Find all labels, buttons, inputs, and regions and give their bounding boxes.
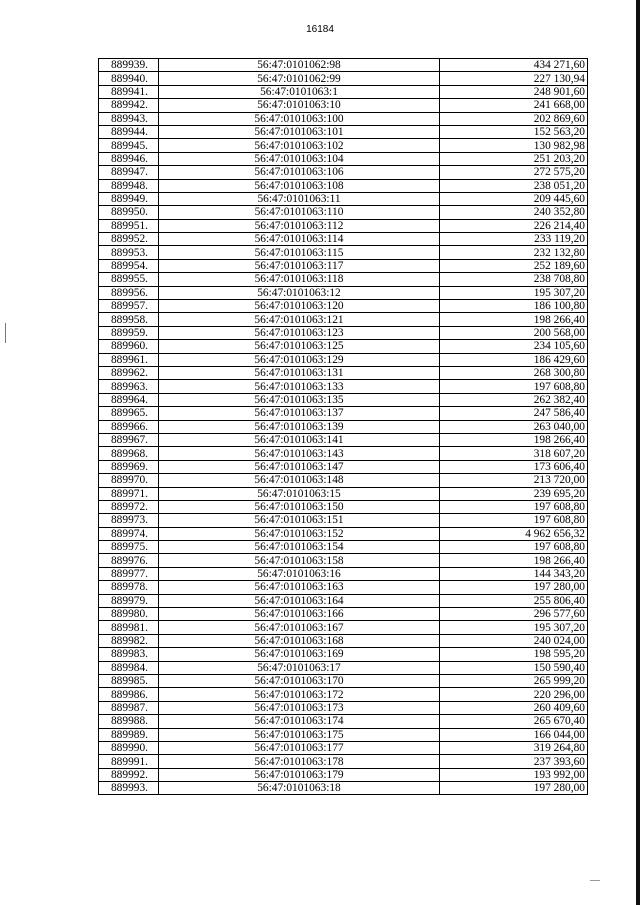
row-number: 889951. xyxy=(99,219,159,232)
cadastral-value: 4 962 656,32 xyxy=(440,527,588,540)
cadastral-value: 197 280,00 xyxy=(440,581,588,594)
cadastral-number: 56:47:0101063:175 xyxy=(159,728,440,741)
table-row xyxy=(99,259,588,272)
table-row xyxy=(99,500,588,513)
row-number: 889956. xyxy=(99,286,159,299)
row-number: 889969. xyxy=(99,460,159,473)
cadastral-number: 56:47:0101063:133 xyxy=(159,380,440,393)
cadastral-number: 56:47:0101063:125 xyxy=(159,340,440,353)
cadastral-value: 200 568,00 xyxy=(440,326,588,339)
cadastral-number: 56:47:0101063:166 xyxy=(159,608,440,621)
table-row xyxy=(99,701,588,714)
cadastral-number: 56:47:0101063:118 xyxy=(159,273,440,286)
table-row xyxy=(99,59,588,72)
cadastral-value: 150 590,40 xyxy=(440,661,588,674)
table-row xyxy=(99,152,588,165)
cadastral-number: 56:47:0101063:16 xyxy=(159,567,440,580)
table-row xyxy=(99,474,588,487)
cadastral-value: 198 595,20 xyxy=(440,648,588,661)
row-number: 889991. xyxy=(99,755,159,768)
table-row xyxy=(99,286,588,299)
cadastral-number: 56:47:0101063:123 xyxy=(159,326,440,339)
cadastral-value: 260 409,60 xyxy=(440,701,588,714)
table-row xyxy=(99,300,588,313)
row-number: 889965. xyxy=(99,407,159,420)
cadastral-value: 255 806,40 xyxy=(440,594,588,607)
row-number: 889954. xyxy=(99,259,159,272)
row-number: 889990. xyxy=(99,741,159,754)
table-row xyxy=(99,661,588,674)
cadastral-number: 56:47:0101063:114 xyxy=(159,233,440,246)
table-row xyxy=(99,594,588,607)
cadastral-number: 56:47:0101063:104 xyxy=(159,152,440,165)
cadastral-value: 251 203,20 xyxy=(440,152,588,165)
cadastral-number: 56:47:0101063:172 xyxy=(159,688,440,701)
table-row xyxy=(99,768,588,781)
row-number: 889976. xyxy=(99,554,159,567)
row-number: 889963. xyxy=(99,380,159,393)
scan-margin-mark xyxy=(5,323,6,343)
table-row xyxy=(99,728,588,741)
cadastral-number: 56:47:0101062:99 xyxy=(159,72,440,85)
table-row xyxy=(99,393,588,406)
cadastral-value: 234 105,60 xyxy=(440,340,588,353)
row-number: 889986. xyxy=(99,688,159,701)
row-number: 889959. xyxy=(99,326,159,339)
cadastral-value: 241 668,00 xyxy=(440,99,588,112)
cadastral-value: 434 271,60 xyxy=(440,59,588,72)
cadastral-value: 247 586,40 xyxy=(440,407,588,420)
cadastral-value: 226 214,40 xyxy=(440,219,588,232)
cadastral-number: 56:47:0101063:151 xyxy=(159,514,440,527)
cadastral-number: 56:47:0101063:139 xyxy=(159,420,440,433)
cadastral-value: 198 266,40 xyxy=(440,313,588,326)
table-row xyxy=(99,233,588,246)
cadastral-number: 56:47:0101063:106 xyxy=(159,166,440,179)
table-row xyxy=(99,353,588,366)
cadastral-number: 56:47:0101063:11 xyxy=(159,192,440,205)
cadastral-value: 238 051,20 xyxy=(440,179,588,192)
table-row xyxy=(99,541,588,554)
table-row xyxy=(99,674,588,687)
cadastral-value: 240 024,00 xyxy=(440,634,588,647)
cadastral-number: 56:47:0101063:167 xyxy=(159,621,440,634)
row-number: 889978. xyxy=(99,581,159,594)
cadastral-value-table xyxy=(98,58,588,795)
cadastral-number: 56:47:0101063:129 xyxy=(159,353,440,366)
row-number: 889984. xyxy=(99,661,159,674)
cadastral-number: 56:47:0101063:17 xyxy=(159,661,440,674)
cadastral-value: 262 382,40 xyxy=(440,393,588,406)
cadastral-value: 197 608,80 xyxy=(440,514,588,527)
row-number: 889942. xyxy=(99,99,159,112)
cadastral-number: 56:47:0101063:174 xyxy=(159,715,440,728)
cadastral-number: 56:47:0101063:121 xyxy=(159,313,440,326)
cadastral-value: 198 266,40 xyxy=(440,433,588,446)
cadastral-value: 265 999,20 xyxy=(440,674,588,687)
table-row xyxy=(99,567,588,580)
table-row xyxy=(99,634,588,647)
cadastral-number: 56:47:0101063:120 xyxy=(159,300,440,313)
cadastral-value: 263 040,00 xyxy=(440,420,588,433)
table-row xyxy=(99,380,588,393)
cadastral-number: 56:47:0101063:148 xyxy=(159,474,440,487)
table-row xyxy=(99,166,588,179)
table-row xyxy=(99,125,588,138)
row-number: 889970. xyxy=(99,474,159,487)
cadastral-number: 56:47:0101063:169 xyxy=(159,648,440,661)
table-row xyxy=(99,99,588,112)
cadastral-number: 56:47:0101063:10 xyxy=(159,99,440,112)
row-number: 889952. xyxy=(99,233,159,246)
row-number: 889947. xyxy=(99,166,159,179)
row-number: 889950. xyxy=(99,206,159,219)
cadastral-number: 56:47:0101063:143 xyxy=(159,447,440,460)
row-number: 889979. xyxy=(99,594,159,607)
row-number: 889993. xyxy=(99,782,159,795)
cadastral-number: 56:47:0101063:150 xyxy=(159,500,440,513)
cadastral-value: 193 992,00 xyxy=(440,768,588,781)
row-number: 889966. xyxy=(99,420,159,433)
cadastral-number: 56:47:0101063:100 xyxy=(159,112,440,125)
table-body xyxy=(99,59,588,795)
cadastral-number: 56:47:0101063:158 xyxy=(159,554,440,567)
table-row xyxy=(99,366,588,379)
cadastral-number: 56:47:0101063:115 xyxy=(159,246,440,259)
page-number: 16184 xyxy=(306,24,334,35)
row-number: 889945. xyxy=(99,139,159,152)
row-number: 889940. xyxy=(99,72,159,85)
row-number: 889981. xyxy=(99,621,159,634)
row-number: 889960. xyxy=(99,340,159,353)
cadastral-value: 233 119,20 xyxy=(440,233,588,246)
table-row xyxy=(99,112,588,125)
scan-artifact xyxy=(590,880,600,881)
row-number: 889980. xyxy=(99,608,159,621)
row-number: 889967. xyxy=(99,433,159,446)
row-number: 889973. xyxy=(99,514,159,527)
row-number: 889941. xyxy=(99,85,159,98)
table-row xyxy=(99,313,588,326)
table-row xyxy=(99,715,588,728)
row-number: 889955. xyxy=(99,273,159,286)
table-row xyxy=(99,219,588,232)
row-number: 889972. xyxy=(99,500,159,513)
row-number: 889958. xyxy=(99,313,159,326)
row-number: 889975. xyxy=(99,541,159,554)
cadastral-number: 56:47:0101063:18 xyxy=(159,782,440,795)
cadastral-number: 56:47:0101063:102 xyxy=(159,139,440,152)
row-number: 889961. xyxy=(99,353,159,366)
cadastral-value: 197 608,80 xyxy=(440,500,588,513)
row-number: 889977. xyxy=(99,567,159,580)
cadastral-value: 272 575,20 xyxy=(440,166,588,179)
table-row xyxy=(99,85,588,98)
cadastral-value: 265 670,40 xyxy=(440,715,588,728)
cadastral-number: 56:47:0101063:135 xyxy=(159,393,440,406)
cadastral-value: 239 695,20 xyxy=(440,487,588,500)
cadastral-number: 56:47:0101063:108 xyxy=(159,179,440,192)
cadastral-number: 56:47:0101063:110 xyxy=(159,206,440,219)
cadastral-number: 56:47:0101063:178 xyxy=(159,755,440,768)
row-number: 889989. xyxy=(99,728,159,741)
table-row xyxy=(99,407,588,420)
cadastral-number: 56:47:0101063:101 xyxy=(159,125,440,138)
table-row xyxy=(99,782,588,795)
row-number: 889974. xyxy=(99,527,159,540)
table-row xyxy=(99,527,588,540)
row-number: 889962. xyxy=(99,366,159,379)
table-row xyxy=(99,340,588,353)
cadastral-value: 173 606,40 xyxy=(440,460,588,473)
row-number: 889992. xyxy=(99,768,159,781)
cadastral-number: 56:47:0101063:173 xyxy=(159,701,440,714)
cadastral-value: 197 608,80 xyxy=(440,380,588,393)
table-row xyxy=(99,179,588,192)
table-row xyxy=(99,621,588,634)
row-number: 889948. xyxy=(99,179,159,192)
cadastral-value: 186 429,60 xyxy=(440,353,588,366)
cadastral-number: 56:47:0101063:164 xyxy=(159,594,440,607)
cadastral-value: 197 608,80 xyxy=(440,541,588,554)
table-row xyxy=(99,648,588,661)
cadastral-number: 56:47:0101063:131 xyxy=(159,366,440,379)
cadastral-value: 152 563,20 xyxy=(440,125,588,138)
row-number: 889983. xyxy=(99,648,159,661)
cadastral-number: 56:47:0101063:117 xyxy=(159,259,440,272)
row-number: 889968. xyxy=(99,447,159,460)
cadastral-value: 237 393,60 xyxy=(440,755,588,768)
row-number: 889964. xyxy=(99,393,159,406)
row-number: 889987. xyxy=(99,701,159,714)
cadastral-number: 56:47:0101063:163 xyxy=(159,581,440,594)
cadastral-value: 130 982,98 xyxy=(440,139,588,152)
row-number: 889971. xyxy=(99,487,159,500)
cadastral-number: 56:47:0101063:170 xyxy=(159,674,440,687)
cadastral-value: 209 445,60 xyxy=(440,192,588,205)
cadastral-number: 56:47:0101063:154 xyxy=(159,541,440,554)
table-row xyxy=(99,246,588,259)
row-number: 889985. xyxy=(99,674,159,687)
row-number: 889953. xyxy=(99,246,159,259)
table-row xyxy=(99,326,588,339)
cadastral-number: 56:47:0101063:141 xyxy=(159,433,440,446)
cadastral-number: 56:47:0101063:15 xyxy=(159,487,440,500)
cadastral-value: 296 577,60 xyxy=(440,608,588,621)
cadastral-value: 252 189,60 xyxy=(440,259,588,272)
cadastral-value: 198 266,40 xyxy=(440,554,588,567)
cadastral-value: 248 901,60 xyxy=(440,85,588,98)
row-number: 889957. xyxy=(99,300,159,313)
table-row xyxy=(99,206,588,219)
table-row xyxy=(99,72,588,85)
cadastral-number: 56:47:0101063:112 xyxy=(159,219,440,232)
cadastral-number: 56:47:0101063:177 xyxy=(159,741,440,754)
cadastral-number: 56:47:0101063:1 xyxy=(159,85,440,98)
table-row xyxy=(99,688,588,701)
row-number: 889949. xyxy=(99,192,159,205)
row-number: 889982. xyxy=(99,634,159,647)
cadastral-value: 197 280,00 xyxy=(440,782,588,795)
cadastral-value: 202 869,60 xyxy=(440,112,588,125)
cadastral-number: 56:47:0101062:98 xyxy=(159,59,440,72)
table-row xyxy=(99,608,588,621)
cadastral-value: 240 352,80 xyxy=(440,206,588,219)
cadastral-value: 319 264,80 xyxy=(440,741,588,754)
cadastral-value: 213 720,00 xyxy=(440,474,588,487)
scan-edge-shadow xyxy=(636,0,640,905)
table-row xyxy=(99,554,588,567)
table-row xyxy=(99,514,588,527)
table-row xyxy=(99,433,588,446)
cadastral-value: 195 307,20 xyxy=(440,621,588,634)
table-row xyxy=(99,139,588,152)
cadastral-value: 144 343,20 xyxy=(440,567,588,580)
table-row xyxy=(99,741,588,754)
table-row xyxy=(99,420,588,433)
row-number: 889944. xyxy=(99,125,159,138)
table-row xyxy=(99,487,588,500)
cadastral-value: 318 607,20 xyxy=(440,447,588,460)
cadastral-value: 227 130,94 xyxy=(440,72,588,85)
row-number: 889943. xyxy=(99,112,159,125)
cadastral-number: 56:47:0101063:147 xyxy=(159,460,440,473)
row-number: 889946. xyxy=(99,152,159,165)
cadastral-value: 195 307,20 xyxy=(440,286,588,299)
table-row xyxy=(99,755,588,768)
table-row xyxy=(99,192,588,205)
cadastral-number: 56:47:0101063:152 xyxy=(159,527,440,540)
cadastral-value: 268 300,80 xyxy=(440,366,588,379)
cadastral-number: 56:47:0101063:179 xyxy=(159,768,440,781)
cadastral-value: 186 100,80 xyxy=(440,300,588,313)
row-number: 889939. xyxy=(99,59,159,72)
cadastral-number: 56:47:0101063:12 xyxy=(159,286,440,299)
table-row xyxy=(99,447,588,460)
cadastral-value: 220 296,00 xyxy=(440,688,588,701)
table-row xyxy=(99,273,588,286)
cadastral-number: 56:47:0101063:137 xyxy=(159,407,440,420)
cadastral-number: 56:47:0101063:168 xyxy=(159,634,440,647)
table-row xyxy=(99,581,588,594)
row-number: 889988. xyxy=(99,715,159,728)
cadastral-value: 238 708,80 xyxy=(440,273,588,286)
cadastral-value: 166 044,00 xyxy=(440,728,588,741)
cadastral-value: 232 132,80 xyxy=(440,246,588,259)
table-row xyxy=(99,460,588,473)
